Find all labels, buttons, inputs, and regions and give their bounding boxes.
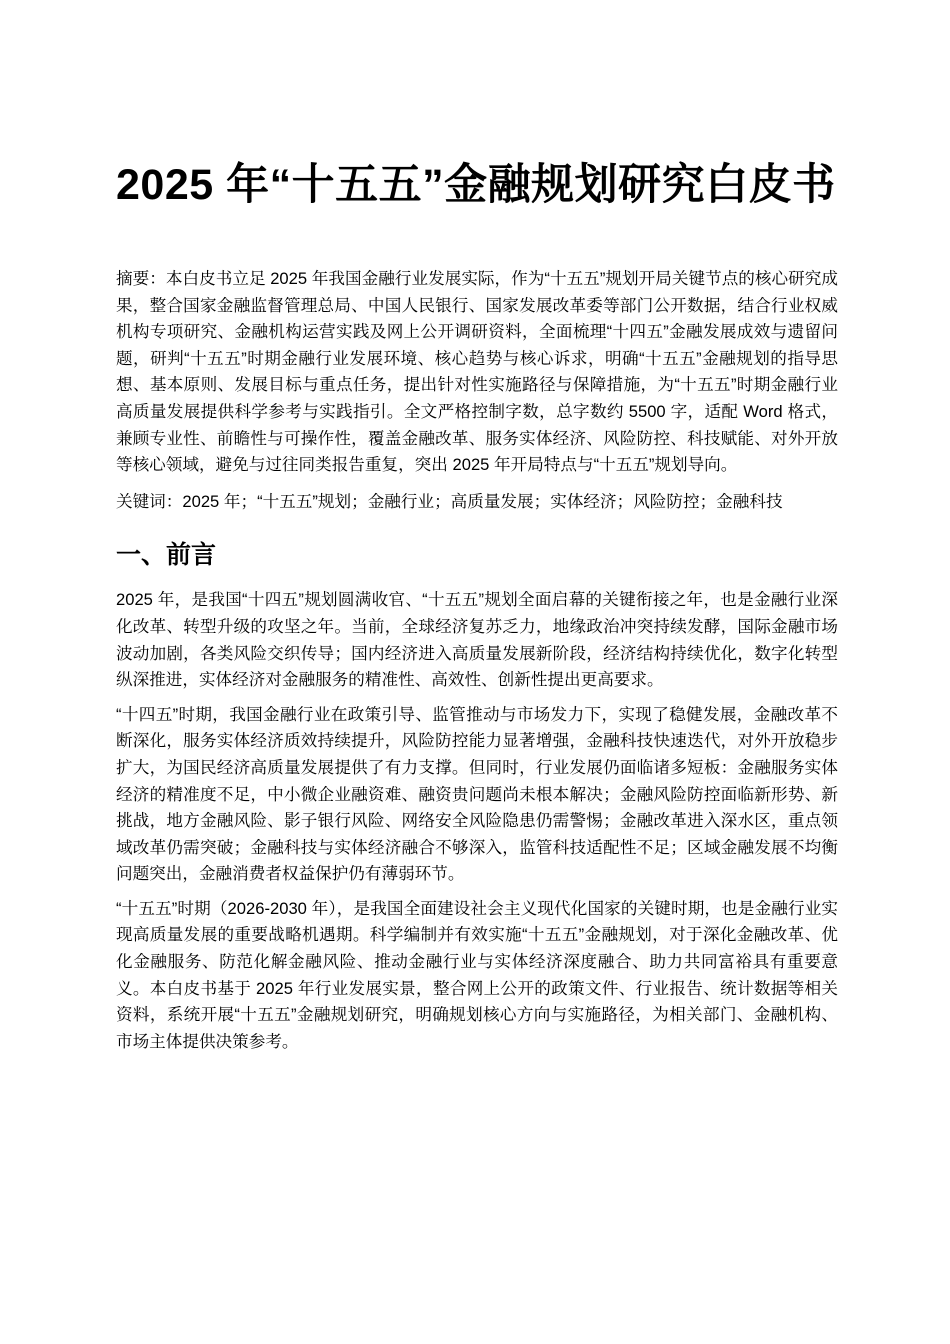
body-paragraph: “十四五”时期，我国金融行业在政策引导、监管推动与市场发力下，实现了稳健发展，金融改革不断深化，服务实体经济质效持续提升，风险防控能力显著增强，金融科技快速迭代，对外开放稳步扩大，为国民经济高质量发展提供了有力支撑。但同时，行业发展仍面临诸多短板：金融服务实体经济的精准度不足，中小微企业融资难、融资贵问题尚未根本解决；金融风险防控面临新形势、新挑战，地方金融风险、影子银行风险、网络安全风险隐患仍需警惕；金融改革进入深水区，重点领域改革仍需突破；金融科技与实体经济融合不够深入，监管科技适配性不足；区域金融发展不均衡问题突出，金融消费者权益保护仍有薄弱环节。 bbox=[116, 704, 838, 884]
body-paragraph: 2025 年，是我国“十四五”规划圆满收官、“十五五”规划全面启幕的关键衔接之年，也是金融行业深化改革、转型升级的攻坚之年。当前，全球经济复苏乏力，地缘政治冲突持续发酵，国际金融市场波动加剧，各类风险交织传导；国内经济进入高质量发展新阶段，经济结构持续优化，数字化转型纵深推进，实体经济对金融服务的精准性、高效性、创新性提出更高要求。 bbox=[116, 590, 838, 690]
keywords-paragraph: 关键词：2025 年；“十五五”规划；金融行业；高质量发展；实体经济；风险防控；金融科技 bbox=[116, 491, 783, 511]
section-heading-preface: 一、前言 bbox=[116, 541, 217, 570]
document-title: 2025 年“十五五”金融规划研究白皮书 bbox=[116, 161, 836, 209]
document-page bbox=[116, 0, 838, 1055]
body-paragraph: “十五五”时期（2026-2030 年），是我国全面建设社会主义现代化国家的关键时期，也是金融行业实现高质量发展的重要战略机遇期。科学编制并有效实施“十五五”金融规划，对于深化金融改革、优化金融服务、防范化解金融风险、推动金融行业与实体经济深度融合、助力共同富裕具有重要意义。本白皮书基于 2025 年行业发展实景，整合网上公开的政策文件、行业报告、统计数据等相关资料，系统开展“十五五”金融规划研究，明确规划核心方向与实施路径，为相关部门、金融机构、市场主体提供决策参考。 bbox=[116, 898, 838, 1051]
abstract-paragraph: 摘要：本白皮书立足 2025 年我国金融行业发展实际，作为“十五五”规划开局关键节点的核心研究成果，整合国家金融监督管理总局、中国人民银行、国家发展改革委等部门公开数据，结合行业权威机构专项研究、金融机构运营实践及网上公开调研资料，全面梳理“十四五”金融发展成效与遗留问题，研判“十五五”时期金融行业发展环境、核心趋势与核心诉求，明确“十五五”金融规划的指导思想、基本原则、发展目标与重点任务，提出针对性实施路径与保障措施，为“十五五”时期金融行业高质量发展提供科学参考与实践指引。全文严格控制字数，总字数约 5500 字，适配 Word 格式，兼顾专业性、前瞻性与可操作性，覆盖金融改革、服务实体经济、风险防控、科技赋能、对外开放等核心领域，避免与过往同类报告重复，突出 2025 年开局特点与“十五五”规划导向。 bbox=[116, 269, 838, 475]
